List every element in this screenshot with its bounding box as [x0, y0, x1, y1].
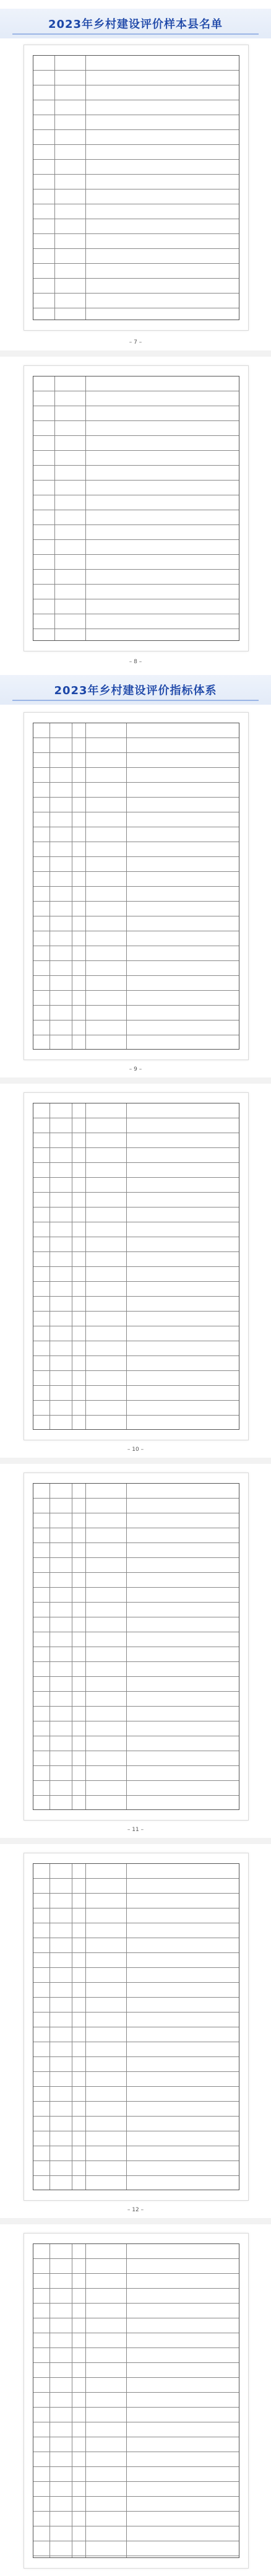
indicator-table: [33, 1483, 239, 1810]
table-column-divider: [85, 1864, 86, 2190]
page-number: – 7 –: [129, 339, 142, 346]
page-number: – 10 –: [127, 1447, 144, 1453]
table-column-divider: [49, 723, 50, 1049]
table-column-divider: [85, 1103, 86, 1429]
section-title: 2023年乡村建设评价指标体系: [54, 684, 217, 697]
county-table: [33, 55, 239, 320]
banner-underline: [12, 700, 259, 701]
scan-page: [24, 1473, 249, 1821]
page-number: – 8 –: [129, 659, 142, 665]
table-column-divider: [85, 56, 86, 320]
table-column-divider: [85, 376, 86, 640]
page-gap: [0, 350, 271, 357]
page-gap: [0, 1458, 271, 1464]
page-gap: [0, 1838, 271, 1844]
table-column-divider: [126, 723, 127, 1049]
table-column-divider: [54, 376, 55, 640]
page-number: – 11 –: [127, 1827, 144, 1833]
table-column-divider: [85, 723, 86, 1049]
indicator-table: [33, 723, 239, 1050]
table-column-divider: [126, 1103, 127, 1429]
table-column-divider: [54, 56, 55, 320]
table-column-divider: [85, 1484, 86, 1809]
county-table: [33, 376, 239, 641]
table-column-divider: [126, 1484, 127, 1809]
banner-underline: [12, 33, 259, 35]
table-column-divider: [49, 2244, 50, 2557]
scan-page: [24, 365, 249, 651]
table-column-divider: [49, 1103, 50, 1429]
table-column-divider: [126, 1864, 127, 2190]
page-gap: [0, 1077, 271, 1084]
indicator-table: [33, 1103, 239, 1430]
scan-page: [24, 1853, 249, 2201]
scan-page: [24, 2233, 249, 2569]
table-column-divider: [49, 1484, 50, 1809]
table-column-divider: [85, 2244, 86, 2557]
indicator-table: [33, 1863, 239, 2190]
table-column-divider: [49, 1864, 50, 2190]
section-banner-indicator-system: [0, 675, 271, 705]
page-gap: [0, 2218, 271, 2224]
page-number: – 9 –: [129, 1066, 142, 1073]
page-number: – 12 –: [127, 2207, 144, 2213]
scan-page: [24, 1092, 249, 1440]
table-column-divider: [126, 2244, 127, 2557]
scan-page: [24, 712, 249, 1060]
section-title: 2023年乡村建设评价样本县名单: [48, 18, 223, 31]
indicator-table: [33, 2243, 239, 2558]
section-banner-sample-counties: [0, 9, 271, 38]
scan-page: [24, 45, 249, 331]
